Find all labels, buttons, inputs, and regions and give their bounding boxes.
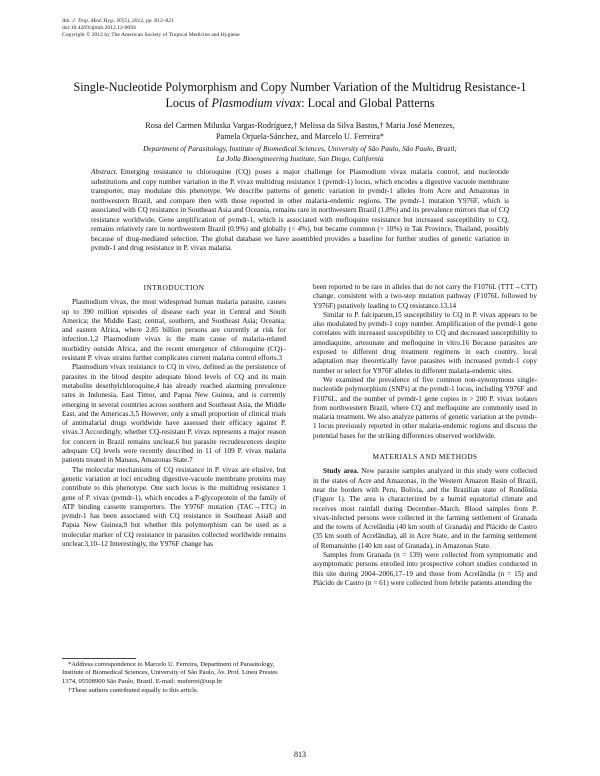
intro-paragraph-3: The molecular mechanisms of CQ resistance in P. vivax are elusive, but genetic variation at loci encoding digestive-vacuole membrane proteins may contribute to this phenotype. One such locus is the multidrug resistance 1 gene of P. vivax (pvmdr-1), which encodes a P-glycoprotein of the family of ATP binding cassette transporters. The Y976F mutation (TAC→TTC) in pvmdr-1 has been associated with CQ resistance in Southeast Asia8 and Papua New Guinea,9 but whether this polymorphism can be used as a molecular marker of CQ resistance in parasites collected worldwide remains unclear.3,10–12 Interestingly, the Y976F change has (62, 465, 286, 549)
samples-paragraph: Samples from Granada (n = 139) were collected from symptomatic and asymptomatic persons enrolled into prospective cohort studies conducted in this site during 2004–2006,17–19 and those from Acrelândia (n = 15) and Plácido de Castro (n = 61) were collected from febrile patients attending the (313, 551, 537, 587)
study-area-label: Study area. (323, 467, 359, 476)
author-list (62, 120, 538, 142)
journal-header (62, 18, 240, 40)
abstract-text: Emerging resistance to chloroquine (CQ) poses a major challenge for Plasmodium vivax malaria control, and nucleotide substitutions and copy number variation in the P. vivax multidrug resistance 1 (pvmdr-1) locus, which encodes a digestive vacuole membrane transporter, may modulate this phenotype. We describe patterns of genetic variation in pvmdr-1 alleles from Acre and Amazonas in northwestern Brazil, and compare then with those reported in other malaria-endemic regions. The pvmdr-1 mutation Y976F, which is associated with CQ resistance in Southeast Asia and Oceania, remains rare in northwestern Brazil (1.8%) and its prevalence mirrors that of CQ resistance worldwide. Gene amplification of pvmdr-1, which is associated with mefloquine resistance but increased susceptibility to CQ, remains relatively rare in northwestern Brazil (0.9%) and globally (< 4%), but became common (> 10%) in Tak Province, Thailand, possibly because of drug-mediated selection. The global database we have assembled provides a baseline for further studies of genetic variation in pvmdr-1 and drug resistance in P. vivax malaria. (91, 167, 509, 252)
equal-contribution-footnote: †These authors contributed equally to this article. (68, 686, 199, 694)
right-column (313, 283, 537, 588)
authors-line-1: Rosa del Carmen Miluska Vargas-Rodríguez,† Melissa da Silva Bastos,† Maria José Menezes, (145, 121, 455, 130)
title-line-2 (70, 95, 530, 111)
intro-paragraph-2: Plasmodium vivax resistance to CQ in vivo, defined as the persistence of parasites in the blood despite adequate blood levels of CQ and its main metabolite desethylchloroquine,4 has already reached alarming prevalence rates in Indonesia, East Timor, and Papua New Guinea, and is currently emerging in several countries across southern and Southeast Asia, the Middle East, and the Americas.3,5 However, only a small proportion of clinical trials of antimalarial drugs worldwide have assessed their efficacy against P. vivax.3 Accordingly, whether CQ-resistant P. vivax represents a major reason for concern in Brazil remains unclear,6 but parasite recrudescences despite adequate CQ levels were recently described in 11 of 109 P. vivax malaria patients treated in Manaus, Amazonas State.7 (62, 363, 286, 465)
intro-paragraph-6: We examined the prevalence of five common non-synonymous single-nucleotide polymorphism (SNPs) at the pvmdr-1 locus, including Y976F and F1076L, and the number of pvmdr-1 gene copies in > 200 P. vivax isolates from northwestern Brazil, where CQ and mefloquine are commonly used in malaria treatment. We also analyze patterns of genetic variation at the pvmdr-1 locus previously reported in other malaria-endemic regions and discuss the potential bases for the striking differences observed worldwide. (313, 375, 537, 440)
title-part: Locus of (165, 96, 212, 110)
footnote-rule (62, 658, 136, 659)
title-line-1: Single-Nucleotide Polymorphism and Copy Number Variation of the Multidrug Resistance-1 (73, 80, 527, 94)
left-column (62, 283, 286, 549)
title-part: : Local and Global Patterns (301, 96, 435, 110)
affiliation-line-2: La Jolla Bioengineering Institute, San Diego, California (216, 154, 384, 163)
footnotes (62, 661, 286, 696)
section-heading-introduction: INTRODUCTION (143, 283, 205, 292)
page-number: 813 (294, 750, 306, 759)
copyright: Copyright © 2012 by The American Society of Tropical Medicine and Hygiene (62, 32, 240, 39)
intro-paragraph-1: Plasmodium vivax, the most widespread human malaria parasite, causes up to 390 million episodes of disease each year in Central and South America; the Middle East; central, southern, and Southeast Asia; Oceania; and eastern Africa, where 2.85 billion persons are currently at risk for infection.1,2 Plasmodium vivax is the main cause of malaria-related morbidity outside Africa, and the recent emergence of chloroquine (CQ)–resistant P. vivax strains further complicates current malaria control efforts.3 (62, 298, 286, 363)
study-area-text: New parasite samples analyzed in this study were collected in the states of Acre and Amazonas, in the Western Amazon Basin of Brazil, near the borders with Peru, Bolivia, and the Brazilian state of Rondônia (Figure 1). The area is characterized by a humid equatorial climate and receives most rainfall during December–March. Blood samples from P. vivax-infected persons were collected in the farming settlement of Granada and the towns of Acrelândia (40 km south of Granada) and Plácido de Castro (35 km south of Acrelândia), all in Acre State, and in the farming settlement of Remansinho (140 km east of Granada), in Amazonas State. (313, 467, 538, 550)
affiliation (62, 144, 538, 164)
intro-paragraph-5: Similar to P. falciparum,15 susceptibility to CQ in P. vivax appears to be also modulated by pvmdr-1 copy number. Amplification of the pvmdr-1 gene correlates with increased susceptibility to CQ and decreased susceptibility to amodiaquine, artesunate and mefloquine in vitro.16 Because parasites are exposed to different drug treatment regimens in each country, local adaptation may theoretically favor parasites with increased pvmdr-1 copy number or select for Y976F alleles in different malaria-endemic sites. (313, 310, 537, 375)
journal-citation: Am. J. Trop. Med. Hyg., 87(5), 2012, pp. 813–821 (62, 18, 174, 24)
abstract (91, 167, 509, 253)
correspondence-footnote: *Address correspondence to Marcelo U. Ferreira, Department of Parasitology, Institute of Biomedical Sciences, University of São Paulo, Av. Prof. Lineu Prestes 1374, 05508900 São Paulo, Brazil. E-mail: muferrei@usp.br (62, 661, 278, 685)
authors-line-2: Pamela Orjuela-Sánchez, and Marcelo U. Ferreira* (216, 132, 384, 141)
paper-title (70, 79, 530, 111)
affiliation-line-1: Department of Parasitology, Institute of Biomedical Sciences, University of São Paulo, São Paulo, Brazil; (143, 144, 457, 153)
section-heading-methods: MATERIALS AND METHODS (372, 452, 478, 462)
doi: doi:10.4269/ajtmh.2012.12-0094 (62, 25, 136, 32)
title-species: Plasmodium vivax (211, 96, 302, 110)
abstract-label: Abstract. (91, 167, 118, 176)
intro-paragraph-4: been reported to be rare in alleles that do not carry the F1076L (TTT→CTT) change, consistent with a two-step mutation pathway (F1076L followed by Y976F) putatively leading to CQ resistance.13,14 (313, 283, 537, 310)
study-area-paragraph (313, 467, 537, 551)
